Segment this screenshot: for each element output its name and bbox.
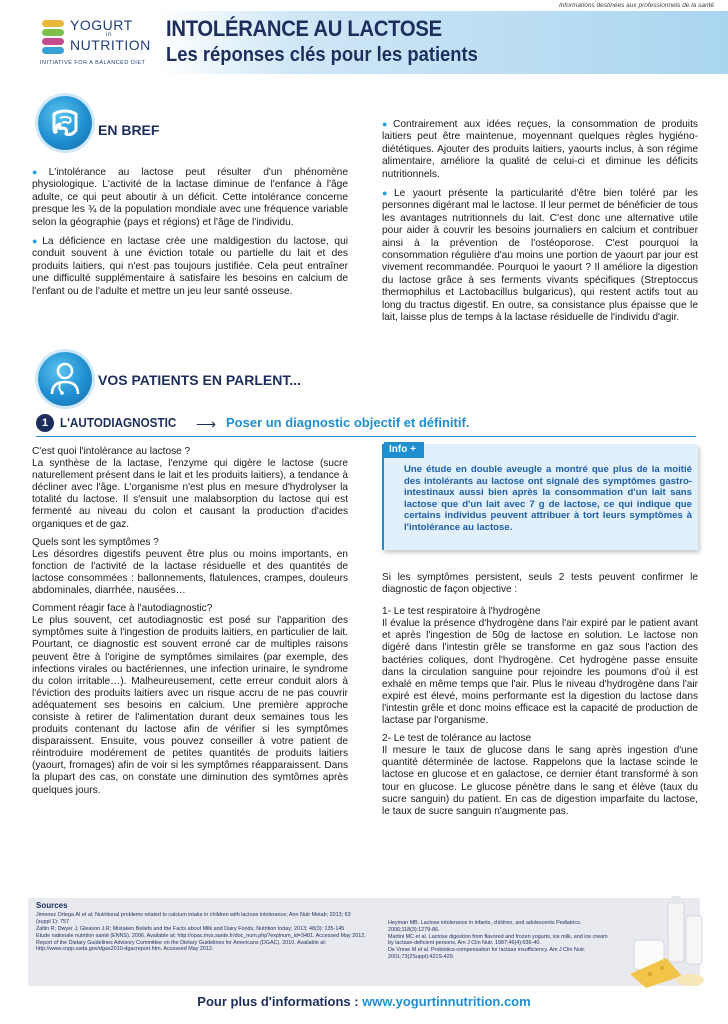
logo-tagline: INITIATIVE FOR A BALANCED DIET [40, 60, 146, 66]
test2-title: 2- Le test de tolérance au lactose [382, 733, 532, 745]
info-tag: Info + [384, 442, 424, 458]
tests-intro: Si les symptômes persistent, seuls 2 tests peuvent confirmer le diagnostic de façon objective : [382, 572, 698, 596]
source-entry: Jimenez Ortega AI et al; Nutritional problems related to calcium intake in children with lactose intolerance; Ann Nutr Metab; 2013; 63 (suppl 1): 757 [36, 912, 351, 925]
bullet-icon: ● [382, 119, 391, 129]
info-text: Une étude en double aveugle a montré que plus de la moitié des intolérants au lactose ont signalé des symptômes gastro-intestinaux aussi bien après la consommation d'un lait sans lactose que d'un lait avec 7 g de lactose, ce qui indique que certains individus peuvent attribuer à tort leurs symptômes à l'intolérance au lactose. [404, 464, 692, 533]
source-entry: Martini MC et al. Lactose digestion from flavored and frozen yogurts, ice milk, and ice cream by lactase-deficient persons. Am J Clin Nutr. 1987;46(4):636-40. [388, 933, 608, 947]
answer-paragraph: Le plus souvent, cet autodiagnostic est posé sur l'apparition des symptômes suite à l'ingestion de produits laitiers, en particulier de lait. Pourtant, ce diagnostic est souvent erroné car de multiples raisons peuvent être à l'origine de symptômes similaires (par exemple, des infections virales ou bactériennes, une infection urinaire, le syndrome du colon irritable…). Malheureusement, cette erreur conduit alors à l'éviction des produits laitiers avec un risque accru de ne pas couvrir adéquatement ses besoins en calcium. Une première approche consiste à retirer de l'alimentation durant deux semaines tous les produits contenant du lactose afin de vérifier si les symptômes disparaissent. Ensuite, vous pouvez conseiller à votre patient de réintroduire modérement de petites quantités de produits laitiers (yaourt, fromages) afin de voir si les symptômes réapparaissent. Dans la plupart des cas, on constate une diminution des symtômes après quelques jours. [32, 615, 348, 796]
bullet-icon: ● [382, 188, 392, 199]
sources-left [36, 912, 366, 954]
audience-note: Informations destinées aux professionnels de la santé [558, 2, 714, 9]
sources-right [388, 920, 614, 961]
footer [0, 994, 728, 1009]
sources-box [28, 898, 700, 986]
autodiagnostic-column [32, 442, 348, 803]
footer-prefix: Pour plus d'informations : [197, 994, 363, 1009]
step-label: L'AUTODIAGNOSTIC [60, 415, 177, 430]
patients-title: VOS PATIENTS EN PARLENT... [98, 372, 302, 388]
test1-title: 1- Le test respiratoire à l'hydrogène [382, 606, 541, 618]
page-subtitle: Les réponses clés pour les patients [166, 44, 478, 66]
intestine-icon [38, 96, 92, 150]
arrow-right-icon: ⟶ [196, 416, 217, 432]
answer-paragraph: Les désordres digestifs peuvent être plus ou moins importants, en fonction de l'activité de la lactase résiduelle et des quantités de lactose consommées : ballonnements, flatulences, crampes, douleurs abdominales, diarrhée, nausées… [32, 548, 348, 597]
source-entry: De Vrese M et al. Probiotics-compensation for lactase insufficiency. Am J Clin Nutr. 2001;73(2Suppl):421S-429. [388, 947, 586, 960]
info-box [382, 444, 698, 550]
en-bref-paragraph: ● Contrairement aux idées reçues, la consommation de produits laitiers peut être maintenue, moyennant quelques règles hygiéno-diététiques. Ajouter des produits laitiers, yaourts inclus, à son régime alimentaire, améliore la qualité de celui-ci et diminue les déficits nutritionnels. [382, 119, 698, 180]
sources-title: Sources [36, 901, 68, 910]
logo-in: in [106, 32, 112, 38]
question-heading: C'est quoi l'intolérance au lactose ? [32, 446, 191, 457]
answer-paragraph: La synthèse de la lactase, l'enzyme qui digère le lactose (sucre naturellement présent dans le lait et les produits laitiers), a tendance à décliner avec l'âge. L'organisme n'est plus en mesure d'hydrolyser la totalité du lactose. Il s'ensuit une malabsorption du lactose qui est fermenté au niveau du colon et causant la production d'acides organiques et de gaz. [32, 458, 348, 530]
step-number: 1 [36, 414, 54, 432]
dairy-products-image [628, 896, 706, 988]
en-bref-paragraph: ● La déficience en lactase crée une maldigestion du lactose, qui conduit souvent à une éviction totale ou partielle du lait et des produits laitiers, qui n'est pas toujours justifiée. Cela peut entraîner une difficulté supplémentaire à satisfaire les besoins en calcium de l'enfant ou de l'adulte et mettre un jeu leur santé osseuse. [32, 236, 348, 297]
en-bref-left-column [32, 166, 348, 304]
en-bref-right-column [382, 118, 698, 331]
en-bref-paragraph: ● L'intolérance au lactose peut résulter d'un phénomène physiologique. L'activité de la lactase diminue de l'enfance à l'âge adulte, ce qui peut aboutir à un déficit. Cette intolérance concerne presque les ¾ de la population mondiale avec une fréquence variable selon la géographie (pays et régions) et l'âge de l'individu. [32, 167, 348, 228]
source-entry: Zaltin R; Dwyer J, Gleason J.R; Mistaken Beliefs and the Facts about Milk and Dairy Foods, Nutrition today; 2013; 48(3): 135-145 [36, 925, 345, 932]
step-autodiagnostic [36, 412, 696, 436]
test1-text: Il évalue la présence d'hydrogène dans l'air expiré par le patient avant et après l'ingestion de 50g de lactose en solution. Le lactose non digéré dans l'intestin grêle se transforme en gaz sous l'action des bactéries coliques, dont l'hydrogène. Cet hydrogène passe ensuite dans la circulation sanguine pour rejoindre les poumons d'où il est exhalé en même temps que l'air. Plus le niveau d'hydrogène dans l'air expiré est élevé, moins performante est la digestion du lactose dans l'intestin grêle et donc moins efficace est la capacité de production de lactase par l'organisme. [382, 618, 698, 727]
logo-stack-icon [42, 20, 64, 60]
doctor-icon [38, 352, 92, 406]
question-heading: Quels sont les symptômes ? [32, 536, 159, 548]
bullet-icon: ● [32, 236, 41, 247]
website-link[interactable]: www.yogurtinnutrition.com [362, 994, 531, 1009]
step-subtitle: Poser un diagnostic objectif et définitif. [226, 415, 470, 430]
page-title: INTOLÉRANCE AU LACTOSE [166, 16, 442, 41]
logo-line1: YOGURT [70, 17, 133, 33]
divider [36, 436, 696, 437]
tests-column [382, 572, 698, 824]
logo-line2: NUTRITION [70, 37, 151, 53]
test2-text: Il mesure le taux de glucose dans le sang après ingestion d'une quantité déterminée de lactose. Rappelons que la lactase scinde le lactose en glucose et en galactose, ce dernier étant transformé à son tour en glucose. Le glucose pénètre dans le sang et élève (taux du sucre sanguin) du patient. En cas de digestion imparfaite du lactose, le taux de sucre sanguin n'augmente pas. [382, 745, 698, 817]
source-entry: Etude nationale nutrition santé (ENNS). 2006. Available at: http://opac.invs.sante.fr/doc_num.php?explnum_id=3481. Accessed May 2012. [36, 932, 366, 939]
question-heading: Comment réagir face à l'autodiagnostic? [32, 603, 213, 615]
source-entry: Heyman MB. Lactose intolerance in infants, children, and adolescents Pediatrics. 2006;118(3):1279-86. [388, 920, 582, 933]
bullet-icon: ● [32, 167, 47, 177]
en-bref-paragraph: ● Le yaourt présente la particularité d'être bien toléré par les personnes digérant mal le lactose. Il leur permet de bénéficier de tous les avantages nutritionnels du lait. C'est donc une alternative utile pour aider à couvrir les besoins journaliers en calcium et contribuer ainsi à la prévention de l'ostéoporose. C'est pourquoi la consommation régulière d'au moins une portion de yaourt par jour est vivement recommandée. Pourquoi le yaourt ? Il améliore la digestion du lactose grâce à ses ferments vivants spécifiques (Streptoccus thermophilus et Lactobacillus bulgaricus), qui restent actifs tout au long du tractus digestif. En outre, sa consistance plus épaisse que le lait, laisse plus de temps à la lactase résiduelle de l'individu d'agir. [382, 188, 699, 324]
source-entry: Report of the Dietary Guidelines Advisory Committee on the Dietary Guidelines for Americans (DGAC). 2010. Available at: http://www.cnpp.usda.gov/dgas2010-dgacreport.htm. Accessed May 2012. [36, 939, 327, 953]
en-bref-title: EN BREF [98, 122, 160, 138]
